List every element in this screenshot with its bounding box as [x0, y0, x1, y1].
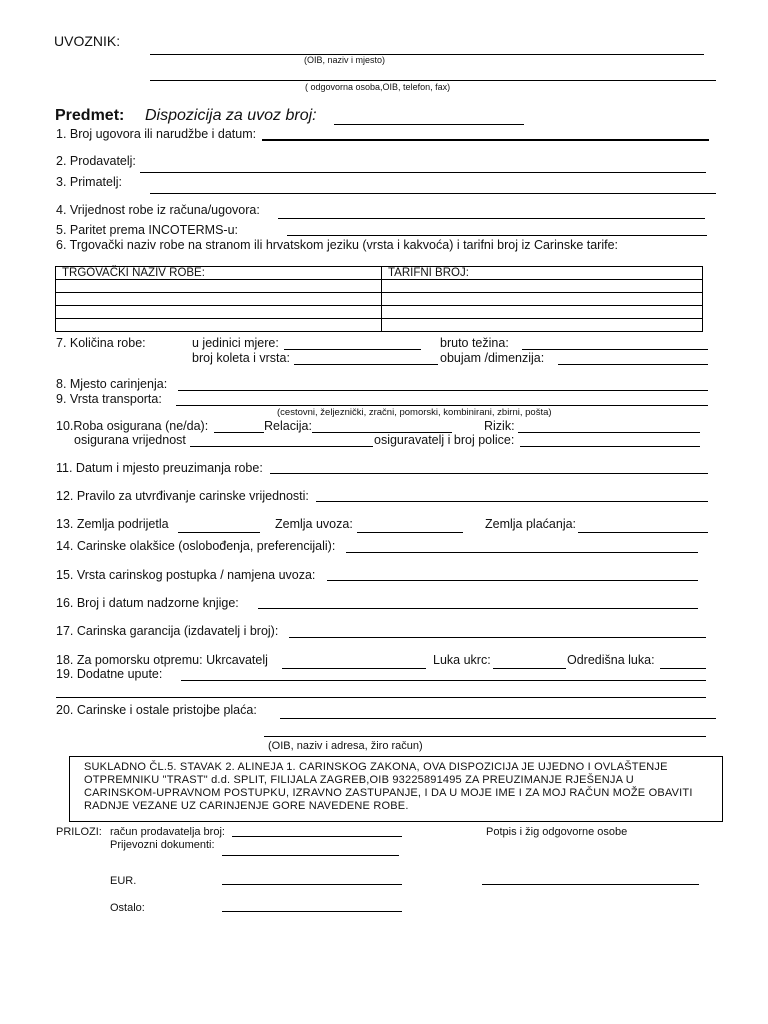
- field-3-label: 3. Primatelj:: [56, 175, 122, 189]
- notice-line: RADNJE VEZANE UZ CARINJENJE GORE NAVEDENE ROBE.: [84, 800, 409, 812]
- osigurana-vrijednost-line[interactable]: [190, 446, 373, 447]
- field-3-line[interactable]: [150, 193, 716, 194]
- transport-hint: (cestovni, željeznički, zračni, pomorski, kombinirani, zbirni, pošta): [277, 407, 552, 418]
- field-20-line-1[interactable]: [280, 718, 716, 719]
- field-2-line[interactable]: [140, 172, 706, 173]
- ostalo-line[interactable]: [222, 911, 402, 912]
- col-trgovacki-naziv: TRGOVAČKI NAZIV ROBE:: [56, 267, 382, 280]
- table-cell[interactable]: [382, 293, 703, 306]
- zemlja-uvoza-line[interactable]: [357, 532, 463, 533]
- field-5-line[interactable]: [287, 235, 707, 236]
- field-16-label: 16. Broj i datum nadzorne knjige:: [56, 596, 239, 610]
- zemlja-podrijetla-line[interactable]: [178, 532, 260, 533]
- field-17-line[interactable]: [289, 637, 706, 638]
- prijevozni-dokumenti-line[interactable]: [222, 855, 399, 856]
- broj-koleta-label: broj koleta i vrsta:: [192, 351, 290, 365]
- field-20-label: 20. Carinske i ostale pristojbe plaća:: [56, 703, 257, 717]
- table-cell[interactable]: [382, 306, 703, 319]
- table-cell[interactable]: [56, 306, 382, 319]
- field-9-label: 9. Vrsta transporta:: [56, 392, 162, 406]
- authorization-notice: [69, 756, 723, 822]
- notice-line: CARINSKOM-UPRAVNOM POSTUPKU, IZRAVNO ZASTUPANJE, I DA U MOJE IME I ZA MOJ RAČUN MOŽE OBAVITI: [84, 787, 693, 799]
- uvoznik-input-line[interactable]: [150, 54, 704, 55]
- field-10-label: 10.Roba osigurana (ne/da):: [56, 419, 209, 433]
- dispozicija-number-line[interactable]: [334, 124, 524, 125]
- table-cell[interactable]: [382, 319, 703, 332]
- dispozicija-title: Dispozicija za uvoz broj:: [145, 107, 317, 124]
- field-9-line[interactable]: [176, 405, 708, 406]
- bruto-tezina-line[interactable]: [522, 349, 708, 350]
- eur-line[interactable]: [222, 884, 402, 885]
- relacija-label: Relacija:: [264, 419, 312, 433]
- pristojbe-hint: (OIB, naziv i adresa, žiro račun): [268, 740, 423, 752]
- field-18-label: 18. Za pomorsku otpremu: Ukrcavatelj: [56, 653, 268, 667]
- table-header-row: [56, 267, 703, 280]
- potpis-line[interactable]: [482, 884, 699, 885]
- table-row: [56, 319, 703, 332]
- table-row: [56, 280, 703, 293]
- field-20-line-2[interactable]: [264, 736, 706, 737]
- field-6-label: 6. Trgovački naziv robe na stranom ili hrvatskom jeziku (vrsta i kakvoća) i tarifni broj iz Carinske tarife:: [56, 238, 618, 252]
- zemlja-placanja-label: Zemlja plaćanja:: [485, 517, 577, 531]
- prilozi-label: PRILOZI:: [56, 826, 102, 838]
- osiguravatelj-label: osiguravatelj i broj police:: [374, 433, 515, 447]
- field-1-line[interactable]: [262, 139, 709, 141]
- jedinica-mjere-label: u jedinici mjere:: [192, 336, 279, 350]
- racun-prodavatelja-line[interactable]: [232, 836, 402, 837]
- field-1-label: 1. Broj ugovora ili narudžbe i datum:: [56, 127, 257, 141]
- field-19-label: 19. Dodatne upute:: [56, 667, 163, 681]
- field-12-label: 12. Pravilo za utvrđivanje carinske vrijednosti:: [56, 489, 309, 503]
- field-19-line-2[interactable]: [56, 697, 706, 698]
- hint-odgovorna-osoba: ( odgovorna osoba,OIB, telefon, fax): [305, 82, 451, 92]
- odredisna-luka-label: Odredišna luka:: [567, 653, 655, 667]
- field-16-line[interactable]: [258, 608, 698, 609]
- eur-label: EUR.: [110, 875, 137, 887]
- field-7-label: 7. Količina robe:: [56, 336, 146, 350]
- field-12-line[interactable]: [316, 501, 708, 502]
- racun-prodavatelja-label: račun prodavatelja broj:: [110, 826, 225, 838]
- obujam-line[interactable]: [558, 364, 708, 365]
- table-cell[interactable]: [56, 280, 382, 293]
- zemlja-uvoza-label: Zemlja uvoza:: [275, 517, 353, 531]
- field-4-label: 4. Vrijednost robe iz računa/ugovora:: [56, 203, 260, 217]
- bruto-tezina-label: bruto težina:: [440, 336, 509, 350]
- goods-table: [55, 266, 703, 332]
- notice-line: SUKLADNO ČL.5. STAVAK 2. ALINEJA 1. CARINSKOG ZAKONA, OVA DISPOZICIJA JE UJEDNO I OVLAŠTENJE: [84, 761, 668, 773]
- odredisna-luka-line[interactable]: [660, 668, 706, 669]
- field-19-line-1[interactable]: [181, 680, 706, 681]
- luka-ukrc-label: Luka ukrc:: [433, 653, 491, 667]
- field-11-label: 11. Datum i mjesto preuzimanja robe:: [56, 461, 263, 475]
- field-4-line[interactable]: [278, 218, 705, 219]
- prijevozni-dokumenti-label: Prijevozni dokumenti:: [110, 839, 215, 851]
- uvoznik-label: UVOZNIK:: [54, 33, 121, 49]
- obujam-label: obujam /dimenzija:: [440, 351, 545, 365]
- notice-line: OTPREMNIKU "TRAST" d.d. SPLIT, FILIJALA ZAGREB,OIB 93225891495 ZA PREUZIMANJE RJEŠENJA U: [84, 774, 634, 786]
- table-cell[interactable]: [56, 319, 382, 332]
- osigurana-vrijednost-label: osigurana vrijednost: [74, 433, 186, 447]
- table-cell[interactable]: [382, 280, 703, 293]
- table-row: [56, 306, 703, 319]
- rizik-label: Rizik:: [484, 419, 515, 433]
- field-5-label: 5. Paritet prema INCOTERMS-u:: [56, 223, 238, 237]
- field-15-label: 15. Vrsta carinskog postupka / namjena uvoza:: [56, 568, 316, 582]
- potpis-label: Potpis i žig odgovorne osobe: [486, 826, 628, 838]
- rizik-line[interactable]: [518, 432, 700, 433]
- col-tarifni-broj: TARIFNI BROJ:: [382, 267, 703, 280]
- field-17-label: 17. Carinska garancija (izdavatelj i broj):: [56, 624, 279, 638]
- field-14-label: 14. Carinske olakšice (oslobođenja, preferencijali):: [56, 539, 336, 553]
- predmet-label: Predmet:: [55, 107, 125, 124]
- ukrcavatelj-line[interactable]: [282, 668, 426, 669]
- field-15-line[interactable]: [327, 580, 698, 581]
- field-14-line[interactable]: [346, 552, 698, 553]
- broj-koleta-line[interactable]: [294, 364, 438, 365]
- field-8-label: 8. Mjesto carinjenja:: [56, 377, 168, 391]
- table-cell[interactable]: [56, 293, 382, 306]
- odgovorna-osoba-input-line[interactable]: [150, 80, 716, 81]
- table-row: [56, 293, 703, 306]
- jedinica-mjere-line[interactable]: [284, 349, 421, 350]
- field-11-line[interactable]: [270, 473, 708, 474]
- zemlja-placanja-line[interactable]: [578, 532, 708, 533]
- field-8-line[interactable]: [178, 390, 708, 391]
- ostalo-label: Ostalo:: [110, 902, 145, 914]
- luka-ukrc-line[interactable]: [493, 668, 566, 669]
- osigurana-line[interactable]: [214, 432, 264, 433]
- hint-oib: (OIB, naziv i mjesto): [304, 55, 386, 65]
- osiguravatelj-line[interactable]: [520, 446, 700, 447]
- field-13-label: 13. Zemlja podrijetla: [56, 517, 169, 531]
- field-2-label: 2. Prodavatelj:: [56, 154, 136, 168]
